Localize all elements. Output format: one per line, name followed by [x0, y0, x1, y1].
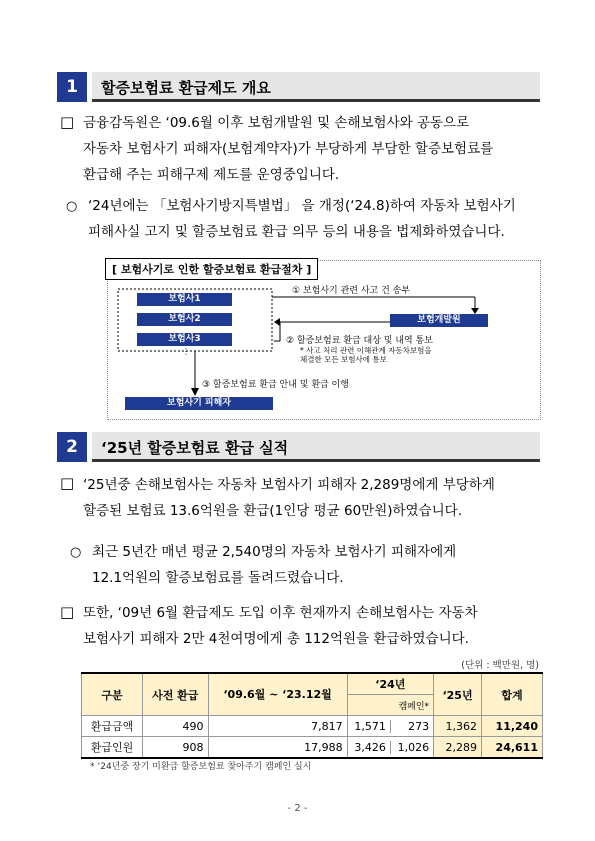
box-bullet: □	[60, 603, 75, 621]
header-period: ‘09.6월 ~ ‘23.12월	[208, 673, 347, 716]
box-bullet: □	[60, 474, 75, 492]
table-footnote: * ‘24년중 장기 미환급 할증보험료 찾아주기 캠페인 실시	[90, 762, 312, 772]
table-unit: (단위 : 백만원, 명)	[461, 660, 539, 671]
page-number: - 2 -	[287, 803, 308, 814]
insurer-1-box: 보험사1	[137, 293, 232, 306]
step-2-label: ② 할증보험료 환급 대상 및 내역 통보	[286, 336, 433, 346]
refund-table	[81, 672, 543, 759]
arrow-head-2	[274, 318, 280, 326]
arrow-head-3	[191, 388, 199, 396]
section-number: 2	[57, 432, 87, 462]
section-title: 할증보험료 환급제도 개요	[101, 79, 271, 97]
header-pre: 사전 환급	[143, 673, 209, 716]
header-total: 합계	[482, 673, 543, 716]
section-1-paragraph-2: ‘24년에는 「보험사기방지특별법」 을 개정(‘24.8)하여 자동차 보험사기 피해사실 고지 및 할증보험료 환급 의무 등의 내용을 법제화하였습니다.	[88, 198, 516, 240]
header-campaign: 캠페인*	[347, 695, 433, 716]
box-bullet: □	[60, 113, 75, 131]
header-y24: ‘24년	[347, 673, 433, 695]
step-2-note: * 사고 처리 관련 이해관계 자동차보험을 체결한 모든 보험사에 통보	[300, 346, 432, 364]
insurer-3-box: 보험사3	[137, 333, 232, 346]
insurer-2-box: 보험사2	[137, 313, 232, 326]
header-category: 구분	[82, 673, 143, 716]
ellipsis-dots: ⋮	[182, 347, 190, 356]
table-row: 환급금액 490 7,817 1,571 273 1,362 11,240	[82, 716, 543, 737]
section-2-paragraph-3: 또한, ‘09년 6월 환급제도 도입 이후 현재까지 손해보험사는 자동차 보험사기 피해자 2만 4천여명에게 총 112억원을 환급하였습니다.	[83, 605, 478, 647]
table-row: 환급인원 908 17,988 3,426 1,026 2,289 24,611	[82, 737, 543, 759]
section-title: ‘25년 할증보험료 환급 실적	[101, 439, 289, 457]
diagram-title: [ 보험사기로 인한 할증보험료 환급절차 ]	[105, 258, 318, 280]
circle-bullet: ○	[66, 199, 78, 214]
step-1-label: ① 보험사기 관련 사고 건 송부	[292, 286, 411, 296]
section-2-paragraph-1: ‘25년중 손해보험사는 자동차 보험사기 피해자 2,289명에게 부당하게 할증된 보험료 13.6억원을 환급(1인당 평균 60만원)하였습니다.	[83, 477, 495, 519]
victim-box: 보험사기 피해자	[125, 397, 273, 410]
step-3-label: ③ 할증보험료 환급 안내 및 환급 이행	[202, 380, 349, 390]
kidi-box: 보험개발원	[390, 314, 488, 327]
section-1-paragraph-1: 금융감독원은 ‘09.6월 이후 보험개발원 및 손해보험사와 공동으로 자동차 보험사기 피해자(보험계약자)가 부당하게 부담한 할증보험료를 환급해 주는 피해구제 제도를 운영중입니다.	[83, 115, 494, 183]
section-2-header	[57, 432, 540, 462]
section-2-paragraph-2: 최근 5년간 매년 평균 2,540명의 자동차 보험사기 피해자에게 12.1억원의 할증보험료를 돌려드렸습니다.	[92, 544, 457, 586]
circle-bullet: ○	[70, 545, 82, 560]
section-number: 1	[57, 72, 87, 102]
header-y25: ‘25년	[434, 673, 482, 716]
